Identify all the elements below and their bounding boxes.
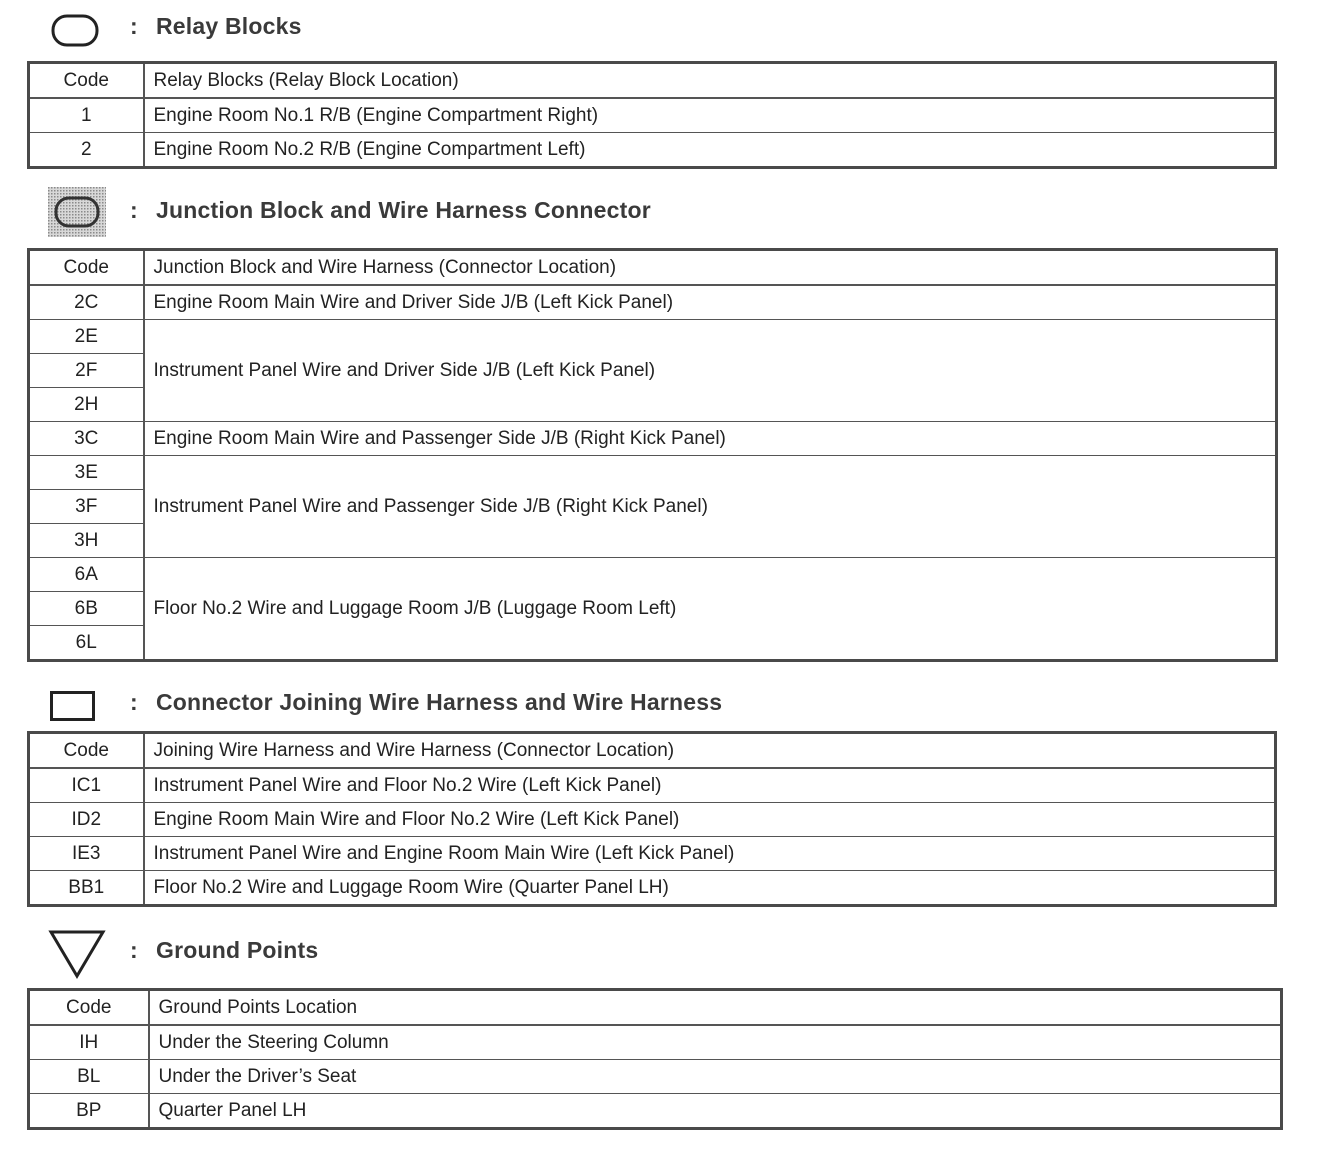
code-cell: IE3 (29, 837, 144, 871)
heading-colon: : (130, 197, 138, 223)
location-cell: Instrument Panel Wire and Floor No.2 Wire (Left Kick Panel) (144, 768, 1276, 803)
code-header: Code (29, 733, 144, 769)
code-cell: IC1 (29, 768, 144, 803)
table-row (29, 1094, 1282, 1129)
connector-heading (130, 689, 722, 716)
heading-colon: : (130, 689, 138, 715)
location-cell: Instrument Panel Wire and Passenger Side J/B (Right Kick Panel) (144, 456, 1277, 558)
table-row (29, 422, 1277, 456)
code-cell: 3C (29, 422, 144, 456)
code-cell: 3E (29, 456, 144, 490)
location-header: Junction Block and Wire Harness (Connector Location) (144, 250, 1277, 286)
location-cell: Instrument Panel Wire and Engine Room Main Wire (Left Kick Panel) (144, 837, 1276, 871)
connector-table (27, 731, 1277, 907)
location-header: Ground Points Location (149, 990, 1282, 1026)
heading-colon: : (130, 13, 138, 39)
table-row (29, 320, 1277, 354)
location-cell: Quarter Panel LH (149, 1094, 1282, 1129)
junction-block-icon (48, 187, 106, 237)
table-row (29, 803, 1276, 837)
connector-title: Connector Joining Wire Harness and Wire Harness (156, 689, 723, 715)
table-row (29, 456, 1277, 490)
code-cell: IH (29, 1025, 149, 1060)
junction-block-title: Junction Block and Wire Harness Connector (156, 197, 651, 223)
location-cell: Engine Room Main Wire and Driver Side J/B (Left Kick Panel) (144, 285, 1277, 320)
table-header-row (29, 63, 1276, 99)
location-header: Joining Wire Harness and Wire Harness (Connector Location) (144, 733, 1276, 769)
code-cell: 2E (29, 320, 144, 354)
code-cell: 3F (29, 490, 144, 524)
location-cell: Engine Room Main Wire and Passenger Side J/B (Right Kick Panel) (144, 422, 1277, 456)
code-cell: 2C (29, 285, 144, 320)
code-header: Code (29, 63, 144, 99)
location-cell: Instrument Panel Wire and Driver Side J/B (Left Kick Panel) (144, 320, 1277, 422)
relay-blocks-table (27, 61, 1277, 169)
location-cell: Floor No.2 Wire and Luggage Room Wire (Quarter Panel LH) (144, 871, 1276, 906)
location-cell: Engine Room No.1 R/B (Engine Compartment Right) (144, 98, 1276, 133)
ground-points-title: Ground Points (156, 937, 319, 963)
location-cell: Engine Room Main Wire and Floor No.2 Wire (Left Kick Panel) (144, 803, 1276, 837)
connector-icon (49, 690, 97, 724)
ground-points-heading (130, 937, 318, 964)
table-row (29, 768, 1276, 803)
heading-colon: : (130, 937, 138, 963)
code-cell: ID2 (29, 803, 144, 837)
code-cell: 1 (29, 98, 144, 133)
junction-block-heading (130, 197, 651, 224)
relay-blocks-heading (130, 13, 302, 40)
location-header: Relay Blocks (Relay Block Location) (144, 63, 1276, 99)
table-row (29, 558, 1277, 592)
table-header-row (29, 250, 1277, 286)
relay-blocks-title: Relay Blocks (156, 13, 302, 39)
table-row (29, 133, 1276, 168)
code-cell: BL (29, 1060, 149, 1094)
table-row (29, 1060, 1282, 1094)
code-cell: 2H (29, 388, 144, 422)
table-header-row (29, 990, 1282, 1026)
code-cell: 6B (29, 592, 144, 626)
table-row (29, 1025, 1282, 1060)
ground-points-table (27, 988, 1283, 1130)
table-row (29, 98, 1276, 133)
location-cell: Under the Driver’s Seat (149, 1060, 1282, 1094)
table-row (29, 871, 1276, 906)
table-header-row (29, 733, 1276, 769)
code-cell: 6A (29, 558, 144, 592)
code-header: Code (29, 990, 149, 1026)
junction-block-table (27, 248, 1278, 662)
location-cell: Under the Steering Column (149, 1025, 1282, 1060)
code-cell: BP (29, 1094, 149, 1129)
table-row (29, 285, 1277, 320)
relay-block-icon (50, 12, 100, 48)
code-cell: 2 (29, 133, 144, 168)
ground-point-icon (48, 928, 106, 980)
location-cell: Engine Room No.2 R/B (Engine Compartment Left) (144, 133, 1276, 168)
table-row (29, 837, 1276, 871)
code-cell: 6L (29, 626, 144, 661)
code-cell: 3H (29, 524, 144, 558)
code-header: Code (29, 250, 144, 286)
location-cell: Floor No.2 Wire and Luggage Room J/B (Luggage Room Left) (144, 558, 1277, 661)
code-cell: 2F (29, 354, 144, 388)
code-cell: BB1 (29, 871, 144, 906)
